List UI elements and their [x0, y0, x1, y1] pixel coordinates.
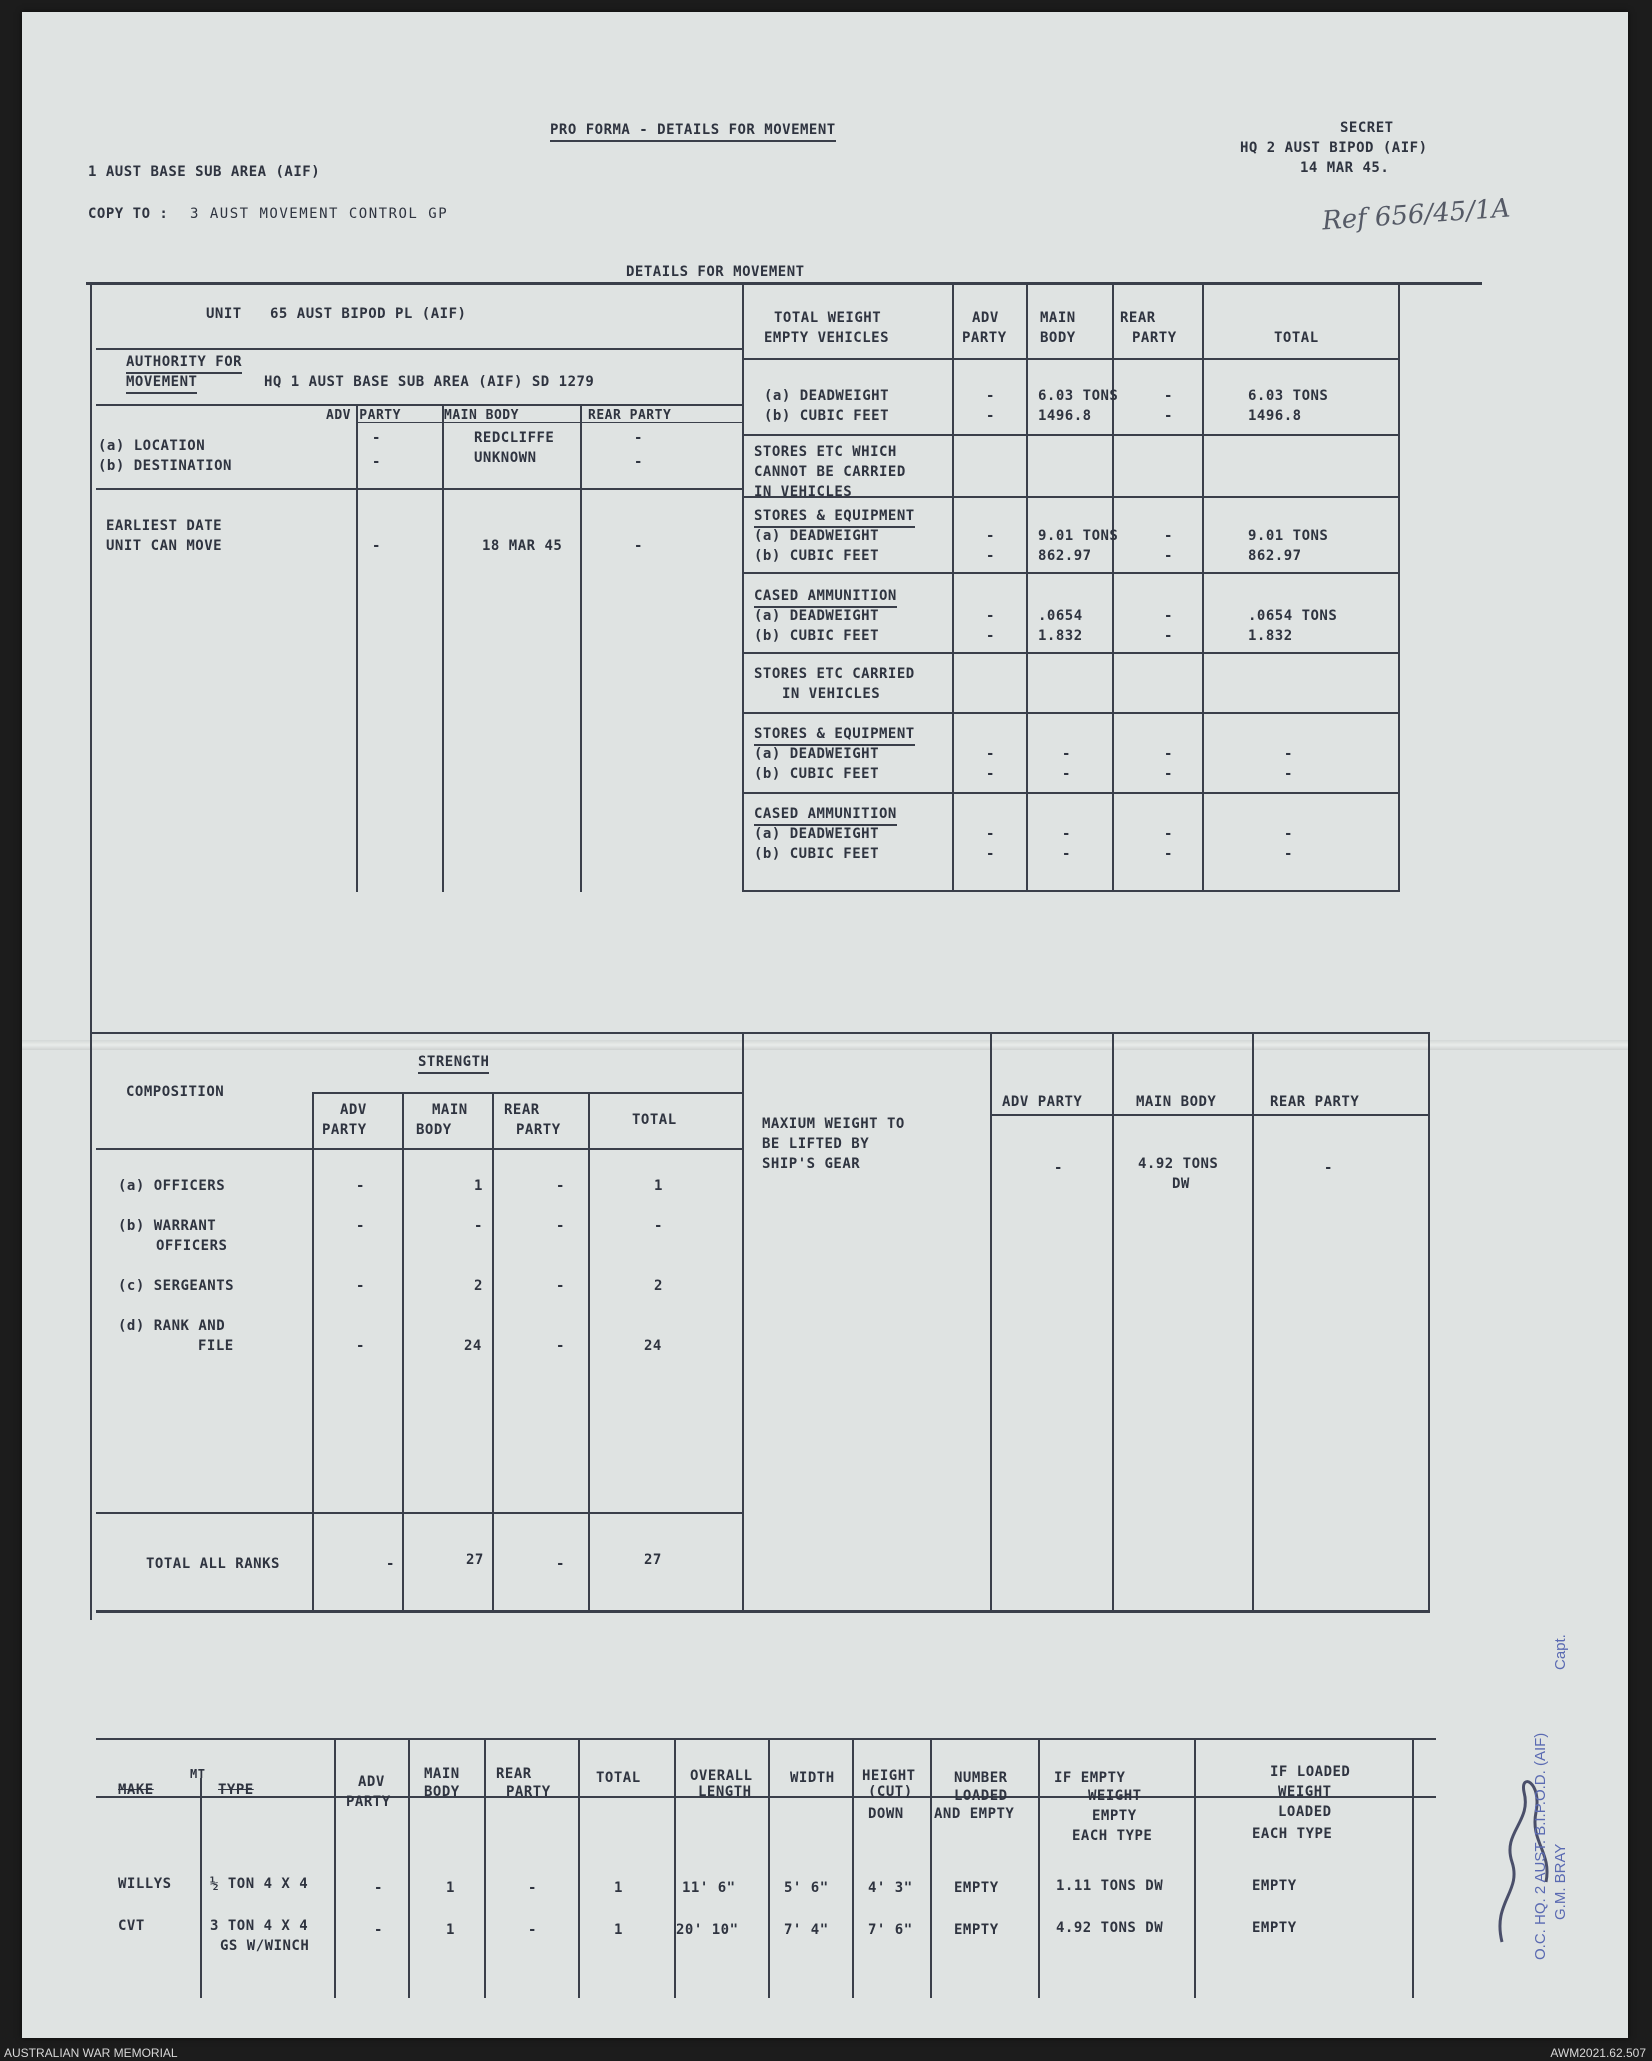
lift-adv: - [1054, 1160, 1063, 1176]
ev-deadweight-label: (a) DEADWEIGHT [764, 388, 890, 404]
unit-col-adv: ADV PARTY [326, 408, 401, 423]
ca2-cubic-label: (b) CUBIC FEET [754, 846, 880, 862]
comp-col-3 [492, 1092, 494, 1612]
earliest-label-1: EARLIEST DATE [106, 518, 223, 534]
ca2-total-2: - [1284, 846, 1293, 862]
weights-row-divider-3 [744, 572, 1400, 574]
vehicles-header-bottom [96, 1796, 1436, 1798]
total-rear: - [556, 1556, 565, 1572]
ca1-total-2: 1.832 [1248, 628, 1293, 644]
veh-col-3 [408, 1740, 410, 1998]
lift-main-2: DW [1172, 1176, 1190, 1192]
composition-right-border [742, 1032, 744, 1612]
comp-h-main-1: MAIN [432, 1102, 468, 1118]
composition-left-border [90, 1050, 92, 1620]
veh2-make: CVT [118, 1918, 145, 1934]
veh-h-loaded-3: LOADED [1278, 1804, 1332, 1820]
copy-to-value: 3 AUST MOVEMENT CONTROL GP [190, 206, 449, 222]
cannot-carry-head-2: CANNOT BE CARRIED [754, 464, 906, 480]
total-main: 27 [466, 1552, 484, 1568]
comp-rf-label-2: FILE [198, 1338, 234, 1354]
veh-h-loaded-4: EACH TYPE [1252, 1826, 1333, 1842]
veh-h-length-2: LENGTH [698, 1784, 752, 1800]
comp-h-rear-2: PARTY [516, 1122, 561, 1138]
earliest-label-2: UNIT CAN MOVE [106, 538, 223, 554]
weights-header-1: TOTAL WEIGHT [774, 310, 882, 326]
ca2-adv-2: - [986, 846, 995, 862]
comp-col-2 [402, 1092, 404, 1612]
ca2-rear-1: - [1164, 826, 1173, 842]
veh-h-width: WIDTH [790, 1770, 835, 1786]
se1-deadweight-label: (a) DEADWEIGHT [754, 528, 880, 544]
lift-h-adv: ADV PARTY [1002, 1094, 1083, 1110]
unit-col-main: MAIN BODY [444, 408, 519, 423]
ca1-main-2: 1.832 [1038, 628, 1083, 644]
ev-main-2: 1496.8 [1038, 408, 1092, 424]
veh-col-12 [1412, 1740, 1414, 1998]
comp-sgt-label: (c) SERGEANTS [118, 1278, 235, 1294]
addressee: 1 AUST BASE SUB AREA (AIF) [88, 164, 321, 180]
veh1-total: 1 [614, 1880, 623, 1896]
se2-rear-2: - [1164, 766, 1173, 782]
ca1-rear-1: - [1164, 608, 1173, 624]
comp-header-bottom [96, 1148, 742, 1150]
total-all-ranks-label: TOTAL ALL RANKS [146, 1556, 280, 1572]
footer-left: AUSTRALIAN WAR MEMORIAL [4, 2046, 178, 2060]
from-unit: HQ 2 AUST BIPOD (AIF) [1240, 140, 1428, 156]
comp-wo-label-1: (b) WARRANT [118, 1218, 217, 1234]
weights-col-divider-2 [1026, 282, 1028, 892]
weights-bottom-border [744, 890, 1400, 892]
veh-h-loaded-2: WEIGHT [1278, 1784, 1332, 1800]
document-date: 14 MAR 45. [1300, 160, 1390, 176]
lift-label-1: MAXIUM WEIGHT TO [762, 1116, 905, 1132]
se1-total-2: 862.97 [1248, 548, 1302, 564]
vehicles-top-border [96, 1738, 1436, 1740]
total-total: 27 [644, 1552, 662, 1568]
ev-main-1: 6.03 TONS [1038, 388, 1119, 404]
comp-officers-main: 1 [474, 1178, 483, 1194]
strength-label: STRENGTH [418, 1052, 489, 1074]
ca1-adv-2: - [986, 628, 995, 644]
veh-h-total: TOTAL [596, 1770, 641, 1786]
se2-main-2: - [1062, 766, 1071, 782]
se2-total-1: - [1284, 746, 1293, 762]
weights-h-adv-1: ADV [972, 310, 999, 326]
ev-adv-1: - [986, 388, 995, 404]
veh1-height: 4' 3" [868, 1880, 913, 1896]
veh2-length: 20' 10" [676, 1922, 739, 1938]
veh2-number: EMPTY [954, 1922, 999, 1938]
veh-col-8 [852, 1740, 854, 1998]
veh-h-number-3: AND EMPTY [934, 1806, 1015, 1822]
destination-rear: - [634, 454, 643, 470]
unit-label: UNIT [206, 306, 242, 322]
weights-col-divider-3 [1112, 282, 1114, 892]
ca1-total-1: .0654 TONS [1248, 608, 1338, 624]
comp-h-rear-1: REAR [504, 1102, 540, 1118]
weights-col-divider-4 [1202, 282, 1204, 892]
lift-h-main: MAIN BODY [1136, 1094, 1217, 1110]
weights-h-rear-2: PARTY [1132, 330, 1177, 346]
se2-subheading: STORES & EQUIPMENT [754, 724, 915, 746]
weights-col-divider-5 [1398, 282, 1400, 892]
veh2-loaded-weight: EMPTY [1252, 1920, 1297, 1936]
comp-h-adv-1: ADV [340, 1102, 367, 1118]
lift-h-rear: REAR PARTY [1270, 1094, 1360, 1110]
lift-label-2: BE LIFTED BY [762, 1136, 870, 1152]
veh-col-1 [200, 1778, 202, 1998]
lift-col-1 [990, 1032, 992, 1612]
se2-adv-1: - [986, 746, 995, 762]
comp-sgt-rear: - [556, 1278, 565, 1294]
veh-h-height-3: DOWN [868, 1806, 904, 1822]
comp-officers-total: 1 [654, 1178, 663, 1194]
veh1-rear: - [528, 1880, 537, 1896]
veh2-main: 1 [446, 1922, 455, 1938]
stamp-unit: O.C. HQ. 2 AUST. B.I.P.O.D. (AIF) [1532, 1732, 1549, 1960]
veh-h-loaded-1: IF LOADED [1270, 1764, 1351, 1780]
se1-adv-2: - [986, 548, 995, 564]
weights-row-divider-1 [744, 434, 1400, 436]
ca1-adv-1: - [986, 608, 995, 624]
veh-h-empty-4: EACH TYPE [1072, 1828, 1153, 1844]
comp-rf-label-1: (d) RANK AND [118, 1318, 226, 1334]
weights-h-rear-1: REAR [1120, 310, 1156, 326]
comp-sgt-main: 2 [474, 1278, 483, 1294]
top-table-left-border [90, 282, 92, 1047]
earliest-main: 18 MAR 45 [482, 538, 563, 554]
veh2-empty-weight: 4.92 TONS DW [1056, 1920, 1164, 1936]
unit-col-divider-2 [442, 404, 444, 892]
se1-cubic-label: (b) CUBIC FEET [754, 548, 880, 564]
earliest-rear: - [634, 538, 643, 554]
weights-header-divider [744, 358, 1400, 360]
veh-h-rear-2: PARTY [506, 1784, 551, 1800]
composition-label: COMPOSITION [126, 1084, 225, 1100]
comp-rf-total: 24 [644, 1338, 662, 1354]
comp-officers-label: (a) OFFICERS [118, 1178, 226, 1194]
comp-rf-adv: - [356, 1338, 365, 1354]
comp-h-main-2: BODY [416, 1122, 452, 1138]
lift-label-3: SHIP'S GEAR [762, 1156, 861, 1172]
veh-col-5 [578, 1740, 580, 1998]
lift-col-2 [1112, 1032, 1114, 1612]
comp-col-4 [588, 1092, 590, 1612]
veh-h-number-2: LOADED [954, 1788, 1008, 1804]
comp-col-1 [312, 1092, 314, 1612]
lift-header-line [990, 1114, 1428, 1116]
veh-h-empty-3: EMPTY [1092, 1808, 1137, 1824]
veh-h-number-1: NUMBER [954, 1770, 1008, 1786]
unit-row-divider [96, 348, 742, 350]
se2-total-2: - [1284, 766, 1293, 782]
location-rear: - [634, 430, 643, 446]
veh-h-type-1: MT [190, 1767, 206, 1781]
veh-h-rear-1: REAR [496, 1766, 532, 1782]
veh-h-length-1: OVERALL [690, 1768, 753, 1784]
veh1-loaded-weight: EMPTY [1252, 1878, 1297, 1894]
stamp-name: G.M. BRAY [1552, 1843, 1569, 1920]
stamp-capt: Capt. [1552, 1634, 1569, 1670]
veh-col-4 [484, 1740, 486, 1998]
veh1-length: 11' 6" [682, 1880, 736, 1896]
location-row-divider [96, 488, 742, 490]
authority-label-2: MOVEMENT [126, 372, 197, 394]
se2-cubic-label: (b) CUBIC FEET [754, 766, 880, 782]
authority-value: HQ 1 AUST BASE SUB AREA (AIF) SD 1279 [264, 374, 595, 390]
se1-rear-2: - [1164, 548, 1173, 564]
ca1-subheading: CASED AMMUNITION [754, 586, 897, 608]
veh-h-make: MAKE [118, 1782, 154, 1798]
middle-top-border [92, 1032, 1430, 1034]
unit-col-divider-1 [356, 404, 358, 892]
document-title: PRO FORMA - DETAILS FOR MOVEMENT [550, 120, 836, 142]
carried-head-1: STORES ETC CARRIED [754, 666, 915, 682]
veh2-width: 7' 4" [784, 1922, 829, 1938]
veh-h-empty-2: WEIGHT [1088, 1788, 1142, 1804]
lift-right-border [1428, 1032, 1430, 1612]
se1-total-1: 9.01 TONS [1248, 528, 1329, 544]
comp-wo-total: - [654, 1218, 663, 1234]
location-main: REDCLIFFE [474, 430, 555, 446]
comp-sgt-adv: - [356, 1278, 365, 1294]
ca1-rear-2: - [1164, 628, 1173, 644]
weights-h-main-2: BODY [1040, 330, 1076, 346]
comp-wo-label-2: OFFICERS [156, 1238, 228, 1254]
veh1-width: 5' 6" [784, 1880, 829, 1896]
classification: SECRET [1340, 120, 1394, 136]
ev-cubic-label: (b) CUBIC FEET [764, 408, 890, 424]
ev-total-1: 6.03 TONS [1248, 388, 1329, 404]
unit-value: 65 AUST BIPOD PL (AIF) [270, 306, 467, 322]
ev-rear-1: - [1164, 388, 1173, 404]
veh-h-main-2: BODY [424, 1784, 460, 1800]
ev-total-2: 1496.8 [1248, 408, 1302, 424]
footer-right: AWM2021.62.507 [1550, 2046, 1646, 2060]
ca1-deadweight-label: (a) DEADWEIGHT [754, 608, 880, 624]
lift-col-3 [1252, 1032, 1254, 1612]
veh1-adv: - [374, 1880, 383, 1896]
cannot-carry-head-1: STORES ETC WHICH [754, 444, 897, 460]
ca1-cubic-label: (b) CUBIC FEET [754, 628, 880, 644]
veh2-rear: - [528, 1922, 537, 1938]
weights-h-adv-2: PARTY [962, 330, 1007, 346]
veh-col-7 [768, 1740, 770, 1998]
veh1-number: EMPTY [954, 1880, 999, 1896]
comp-total-line [96, 1512, 742, 1514]
location-label: (a) LOCATION [98, 438, 206, 454]
ca2-rear-2: - [1164, 846, 1173, 862]
top-table-mid-divider [742, 282, 744, 892]
unit-subheader-line [356, 422, 742, 423]
se1-rear-1: - [1164, 528, 1173, 544]
comp-wo-main: - [474, 1218, 483, 1234]
carried-head-2: IN VEHICLES [782, 686, 881, 702]
weights-row-divider-5 [744, 712, 1400, 714]
veh1-empty-weight: 1.11 TONS DW [1056, 1878, 1164, 1894]
veh-col-11 [1194, 1740, 1196, 1998]
weights-h-main-1: MAIN [1040, 310, 1076, 326]
middle-bottom-border [96, 1610, 1430, 1613]
veh-h-adv-2: PARTY [346, 1794, 391, 1810]
paper-fold [22, 1040, 1628, 1050]
comp-officers-adv: - [356, 1178, 365, 1194]
veh-h-empty-1: IF EMPTY [1054, 1770, 1126, 1786]
veh-col-2 [334, 1740, 336, 1998]
weights-row-divider-4 [744, 652, 1400, 654]
location-adv: - [372, 430, 381, 446]
se2-main-1: - [1062, 746, 1071, 762]
veh2-adv: - [374, 1922, 383, 1938]
se1-subheading: STORES & EQUIPMENT [754, 506, 915, 528]
lift-main-1: 4.92 TONS [1138, 1156, 1219, 1172]
copy-to-label: COPY TO : [88, 206, 169, 222]
se1-adv-1: - [986, 528, 995, 544]
comp-officers-rear: - [556, 1178, 565, 1194]
ca2-deadweight-label: (a) DEADWEIGHT [754, 826, 880, 842]
weights-h-total: TOTAL [1274, 330, 1319, 346]
ca2-adv-1: - [986, 826, 995, 842]
weights-row-divider-6 [744, 792, 1400, 794]
ev-adv-2: - [986, 408, 995, 424]
destination-label: (b) DESTINATION [98, 458, 232, 474]
se2-rear-1: - [1164, 746, 1173, 762]
comp-h-adv-2: PARTY [322, 1122, 367, 1138]
cannot-carry-head-3: IN VEHICLES [754, 484, 853, 500]
veh1-main: 1 [446, 1880, 455, 1896]
se1-main-2: 862.97 [1038, 548, 1092, 564]
veh-h-adv-1: ADV [358, 1774, 385, 1790]
lift-rear: - [1324, 1160, 1333, 1176]
comp-h-total: TOTAL [632, 1112, 677, 1128]
ca2-subheading: CASED AMMUNITION [754, 804, 897, 826]
comp-wo-rear: - [556, 1218, 565, 1234]
veh-h-main-1: MAIN [424, 1766, 460, 1782]
destination-adv: - [372, 454, 381, 470]
document-sheet [22, 12, 1628, 2038]
comp-wo-adv: - [356, 1218, 365, 1234]
veh-col-6 [674, 1740, 676, 1998]
weights-header-2: EMPTY VEHICLES [764, 330, 890, 346]
veh2-type-2: GS W/WINCH [220, 1938, 310, 1954]
strength-header-line [312, 1092, 742, 1094]
ca1-main-1: .0654 [1038, 608, 1083, 624]
se2-deadweight-label: (a) DEADWEIGHT [754, 746, 880, 762]
handwritten-reference: Ref 656/45/1A [1321, 193, 1512, 237]
veh2-type-1: 3 TON 4 X 4 [210, 1918, 309, 1934]
veh-h-height-2: (CUT) [868, 1784, 913, 1800]
se1-main-1: 9.01 TONS [1038, 528, 1119, 544]
veh-col-10 [1038, 1740, 1040, 1998]
top-table-border [86, 282, 1482, 285]
authority-label-1: AUTHORITY FOR [126, 352, 242, 374]
unit-col-divider-3 [580, 404, 582, 892]
veh-col-9 [930, 1740, 932, 1998]
ev-rear-2: - [1164, 408, 1173, 424]
veh1-type: ½ TON 4 X 4 [210, 1876, 309, 1892]
veh-h-type-2: TYPE [218, 1782, 254, 1798]
veh-h-height-1: HEIGHT [862, 1768, 916, 1784]
ca2-main-2: - [1062, 846, 1071, 862]
comp-rf-main: 24 [464, 1338, 482, 1354]
se2-adv-2: - [986, 766, 995, 782]
earliest-adv: - [372, 538, 381, 554]
ca2-main-1: - [1062, 826, 1071, 842]
comp-rf-rear: - [556, 1338, 565, 1354]
section-title: DETAILS FOR MOVEMENT [626, 262, 805, 284]
destination-main: UNKNOWN [474, 450, 537, 466]
veh2-total: 1 [614, 1922, 623, 1938]
veh1-make: WILLYS [118, 1876, 172, 1892]
unit-col-rear: REAR PARTY [588, 408, 672, 423]
ca2-total-1: - [1284, 826, 1293, 842]
weights-col-divider-1 [952, 282, 954, 892]
total-adv: - [386, 1556, 395, 1572]
veh2-height: 7' 6" [868, 1922, 913, 1938]
comp-sgt-total: 2 [654, 1278, 663, 1294]
